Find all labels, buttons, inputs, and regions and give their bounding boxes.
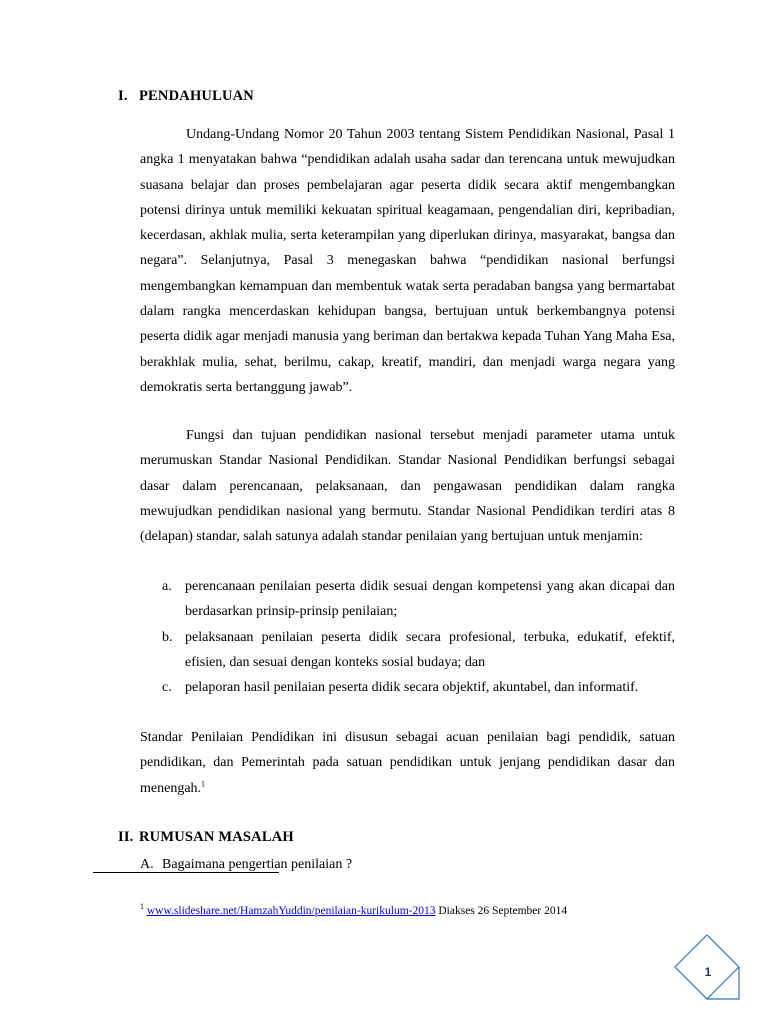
- list-item-text: pelaksanaan penilaian peserta didik secara profesional, terbuka, edukatif, efektif, efisien, dan sesuai dengan konteks sosial budaya; dan: [185, 629, 675, 670]
- standards-list: [140, 574, 675, 700]
- footnote-separator: [93, 872, 279, 873]
- page-number: 1: [704, 965, 712, 979]
- question-text: Bagaimana pengertian penilaian ?: [162, 857, 353, 872]
- section-heading-pendahuluan: [118, 88, 254, 105]
- footnote-link[interactable]: www.slideshare.net/HamzahYuddin/penilaian-kurikulum-2013: [146, 905, 436, 917]
- paragraph-3-text: Standar Penilaian Pendidikan ini disusun sebagai acuan penilaian bagi pendidik, satuan pendidikan, dan Pemerintah pada satuan pendidikan untuk jenjang pendidikan dasar dan menengah.: [140, 730, 675, 796]
- list-item: [140, 574, 675, 625]
- section-number: II.: [118, 829, 134, 845]
- question-marker: A.: [140, 857, 154, 872]
- list-item-text: pelaporan hasil penilaian peserta didik secara objektif, akuntabel, dan informatif.: [185, 680, 639, 696]
- list-item: [140, 675, 675, 700]
- paragraph-1: Undang-Undang Nomor 20 Tahun 2003 tentang Sistem Pendidikan Nasional, Pasal 1 angka 1 menyatakan bahwa “pendidikan adalah usaha sadar dan terencana untuk mewujudkan suasana belajar dan proses pembelajaran agar peserta didik secara aktif mengembangkan potensi dirinya untuk memiliki kekuatan spiritual keagamaan, pengendalian diri, kepribadian, kecerdasan, akhlak mulia, serta keterampilan yang diperlukan dirinya, masyarakat, bangsa dan negara”. Selanjutnya, Pasal 3 menegaskan bahwa “pendidikan nasional berfungsi mengembangkan kemampuan dan membentuk watak serta peradaban bangsa yang bermartabat dalam rangka mencerdaskan kehidupan bangsa, bertujuan untuk berkembangnya potensi peserta didik agar menjadi manusia yang beriman dan bertakwa kepada Tuhan Yang Maha Esa, berakhlak mulia, sehat, berilmu, cakap, kreatif, mandiri, dan menjadi warga negara yang demokratis serta bertanggung jawab”.: [140, 127, 675, 395]
- list-marker: b.: [162, 629, 173, 645]
- section-title: PENDAHULUAN: [139, 88, 254, 104]
- paragraph-3: [140, 725, 675, 801]
- footnote-accessed-date: Diakses 26 September 2014: [435, 905, 568, 917]
- list-marker: c.: [162, 680, 172, 696]
- section-title: RUMUSAN MASALAH: [139, 829, 294, 845]
- list-marker: a.: [162, 579, 172, 594]
- list-item-text: perencanaan penilaian peserta didik sesuai dengan kompetensi yang akan dicapai dan berdasarkan prinsip-prinsip penilaian;: [185, 579, 675, 620]
- paragraph-2: Fungsi dan tujuan pendidikan nasional tersebut menjadi parameter utama untuk merumuskan Standar Nasional Pendidikan. Standar Nasional Pendidikan berfungsi sebagai dasar dalam perencanaan, pelaksanaan, dan pengawasan pendidikan dalam rangka mewujudkan pendidikan nasional yang bermutu. Standar Nasional Pendidikan terdiri atas 8 (delapan) standar, salah satunya adalah standar penilaian yang bertujuan untuk menjamin:: [140, 428, 675, 545]
- footnote-number: 1: [140, 902, 144, 912]
- footnote-reference[interactable]: 1: [201, 778, 206, 788]
- footnote: [140, 902, 568, 917]
- section-number: I.: [118, 88, 128, 104]
- list-item: [140, 625, 675, 676]
- section-heading-rumusan-masalah: [118, 829, 294, 846]
